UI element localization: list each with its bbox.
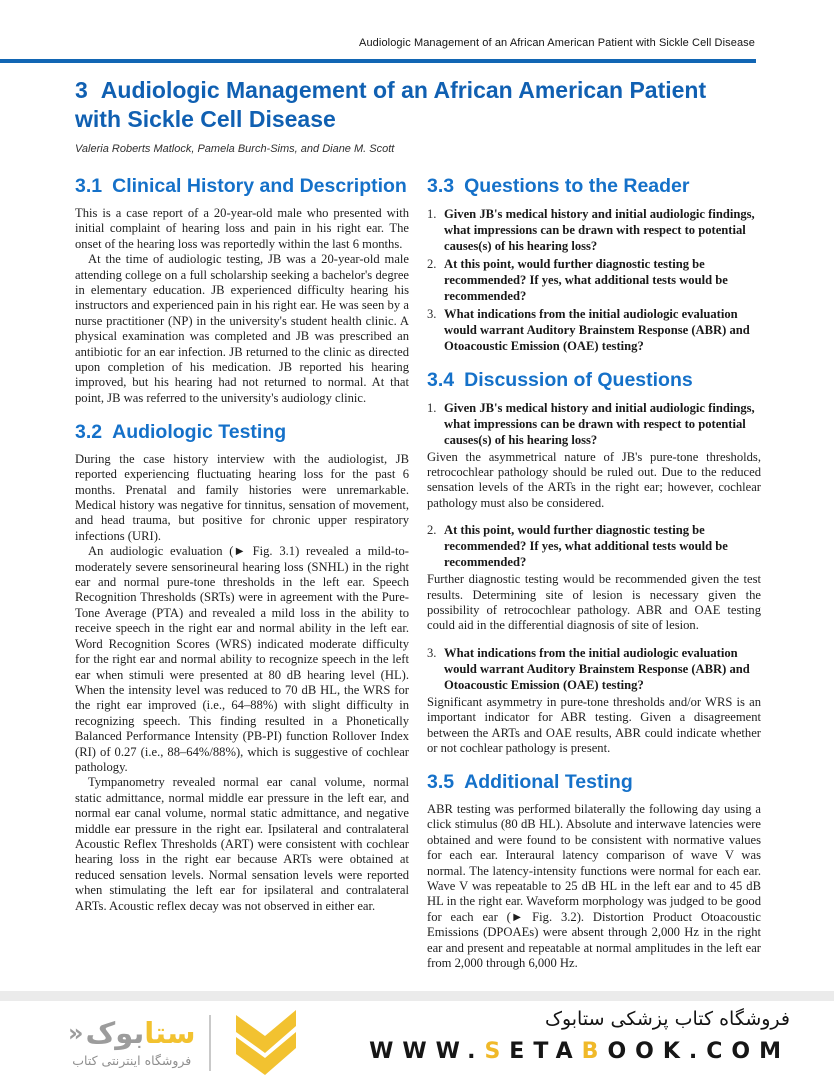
paragraph: Tympanometry revealed normal ear canal volume, normal static admittance, normal middle ear pressure in the left ear, and normal ear canal volume, normal static admittance, and negative middle ear pressure in the right ear. Ipsilateral and contralateral Acoustic Reflex Thresholds (ART) were consistent with cochlear hearing loss in the right ear because ARTs were obtained at reduced sensation levels. Normal sensation levels were reported when stimulating the left ear for ipsilateral and contralateral ARTs. Acoustic reflex decay was not observed in either ear. [75,775,409,913]
discussion-answer: Given the asymmetrical nature of JB's pure-tone thresholds, retrocochlear pathology should be ruled out. Due to the reduced sensation levels of the ARTs in the right ear; however, cochlear pathology must also be considered. [427,449,761,510]
question-number: 3. [427,645,437,660]
logo-divider [209,1015,211,1071]
question-item [427,306,761,354]
authors-line: Valeria Roberts Matlock, Pamela Burch-Sims, and Diane M. Scott [75,143,395,156]
discussion-question-item [427,522,761,570]
section-heading-3-2 [75,420,409,445]
discussion-question-item [427,400,761,448]
discussion-question-item [427,645,761,693]
url-part-gold: B [581,1039,608,1064]
section-number: 3.3 [427,175,455,198]
question-text: What indications from the initial audiologic evaluation would warrant Auditory Brainstem Response (ABR) and Otoacoustic Emission (OAE) testing? [444,306,750,353]
discussion-answer: Significant asymmetry in pure-tone thresholds and/or WRS is an important indicator for ABR testing. Given a disagreement between the ARTs and OAE results, ABR could indicate whether or not cochlear pathology is present. [427,694,761,755]
section-heading-text: Audiologic Testing [112,421,287,444]
chapter-number: 3 [75,77,88,103]
two-column-layout [75,170,761,971]
url-part: OOK [607,1039,689,1064]
logo-text-block [68,1015,196,1068]
url-part: WWW. [369,1039,485,1064]
question-text: Given JB's medical history and initial audiologic findings, what impressions can be drawn with respect to potential causes(s) of his hearing loss? [444,400,755,447]
question-number: 1. [427,206,437,221]
question-number: 2. [427,256,437,271]
url-part-gold: S [484,1039,510,1064]
section-heading-text: Additional Testing [464,771,633,794]
question-text: At this point, would further diagnostic testing be recommended? If yes, what additional tests would be recommended? [444,256,728,303]
footer [0,1008,834,1080]
question-text: Given JB's medical history and initial audiologic findings, what impressions can be drawn with respect to potential causes(s) of his hearing loss? [444,206,755,253]
section-number: 3.1 [75,175,103,198]
logo-wordmark [68,1015,196,1050]
question-item [427,206,761,254]
section-heading-text: Discussion of Questions [464,368,693,391]
paragraph: At the time of audiologic testing, JB was a 20-year-old male attending college on a full scholarship seeking a bachelor's degree in elementary education. JB experienced difficulty hearing his instructors and experienced pain in his right ear. He was seen by a nurse practitioner (NP) in the university's student health clinic. A physical examination was completed and JB was prescribed an antibiotic for an ear infection. JB returned to the clinic as directed upon completion of his medication. JB reported his hearing improved, but his hearing had not returned to normal. At that point, JB was referred to the university's audiology clinic. [75,252,409,405]
question-number: 2. [427,523,437,538]
right-column [427,170,761,971]
section-heading-3-1 [75,174,409,199]
section-heading-3-4 [427,368,761,393]
website-url [369,1039,790,1064]
url-part: ETA [509,1039,582,1064]
section-number: 3.5 [427,771,455,794]
logo-guillemet-mark: « [68,1019,84,1047]
logo-wordmark-gray: بوک [85,1015,145,1050]
footer-store-block [369,1008,790,1064]
discussion-answer: Further diagnostic testing would be recommended given the test results. Determining site of lesion is necessary given the possibility of retrocochlear pathology. ABR and OAE testing could aid in the differential diagnosis of site of lesion. [427,572,761,633]
header-rule [0,59,756,63]
page-content [75,76,761,971]
question-number: 1. [427,400,437,415]
running-head: Audiologic Management of an African American Patient with Sickle Cell Disease [359,37,755,49]
paragraph-with-figure-ref: ABR testing was performed bilaterally the following day using a click stimulus (80 dB HL). Absolute and interwave latencies were obtained and were found to be consistent with normative values for each ear. Interaural latency comparison of wave V was normal. The latency-intensity functions were normal for each ear. Wave V was repeatable to 25 dB HL in the left ear and to 45 dB HL in the right ear. Waveform morphology was judged to be good for each ear (► Fig. 3.2). Distortion Product Otoacoustic Emissions (DPOAEs) were absent through 2,000 Hz in the right ear and present and repeatable at normal amplitudes in the left ear from 2,000 through 6,000 Hz. [427,801,761,971]
logo-wordmark-gold: ستا [144,1015,196,1050]
chapter-title-text: Audiologic Management of an African American Patient with Sickle Cell Disease [75,77,707,133]
question-text: What indications from the initial audiologic evaluation would warrant Auditory Brainstem Response (ABR) and Otoacoustic Emission (OAE) testing? [444,645,750,692]
question-item [427,256,761,304]
section-heading-text: Clinical History and Description [112,175,407,198]
logo-tagline: فروشگاه اینترنتی کتاب [72,1052,192,1068]
paragraph: This is a case report of a 20-year-old male who presented with initial complaint of hearing loss and pain in his right ear. The onset of the hearing loss was reportedly within the last 6 months. [75,205,409,251]
section-number: 3.2 [75,421,103,444]
section-heading-3-3 [427,174,761,199]
paragraph-with-figure-ref: An audiologic evaluation (► Fig. 3.1) revealed a mild-to-moderately severe sensorineural hearing loss (SNHL) in the right ear and normal pure-tone thresholds in the left ear. Speech Recognition Thresholds (SRTs) were in agreement with the Pure-Tone Average (PTA) and revealed a mild loss in the ability to receive speech in the right ear and normal ability in the left ear. Word Recognition Scores (WRS) indicated moderate difficulty for the right ear and normal ability to recognize speech in the left ear when stimuli were presented at 80 dB hearing level (HL). When the intensity level was reduced to 70 dB HL, the WRS for the right ear improved (i.e., 64–88%) with slight difficulty in recognizing speech. This finding resulted in a Phonetically Balanced Performance Intensity (PB-PI) function Rollover Index (RI) of 0.27 (i.e., 88–64%/88%), which is suggestive of cochlear pathology. [75,544,409,774]
section-number: 3.4 [427,368,455,391]
store-name-farsi: فروشگاه کتاب پزشکی ستابوک [544,1008,790,1030]
url-part: .COM [688,1039,790,1064]
paragraph: During the case history interview with the audiologist, JB reported experiencing fluctuating hearing loss for the past 6 months. Prenatal and family histories were unremarkable. Medical history was negative for tinnitus, sensation of movement, and head trauma, but positive for chronic upper respiratory infections (URI). [75,451,409,543]
page-edge-divider [0,991,834,1001]
chapter-title [75,76,743,134]
question-text: At this point, would further diagnostic testing be recommended? If yes, what additional tests would be recommended? [444,523,728,570]
section-heading-3-5 [427,770,761,795]
setabook-logo [68,1010,306,1076]
left-column [75,170,409,971]
question-number: 3. [427,306,437,321]
setabook-chevron-icon [224,1010,306,1076]
section-heading-text: Questions to the Reader [464,175,690,198]
